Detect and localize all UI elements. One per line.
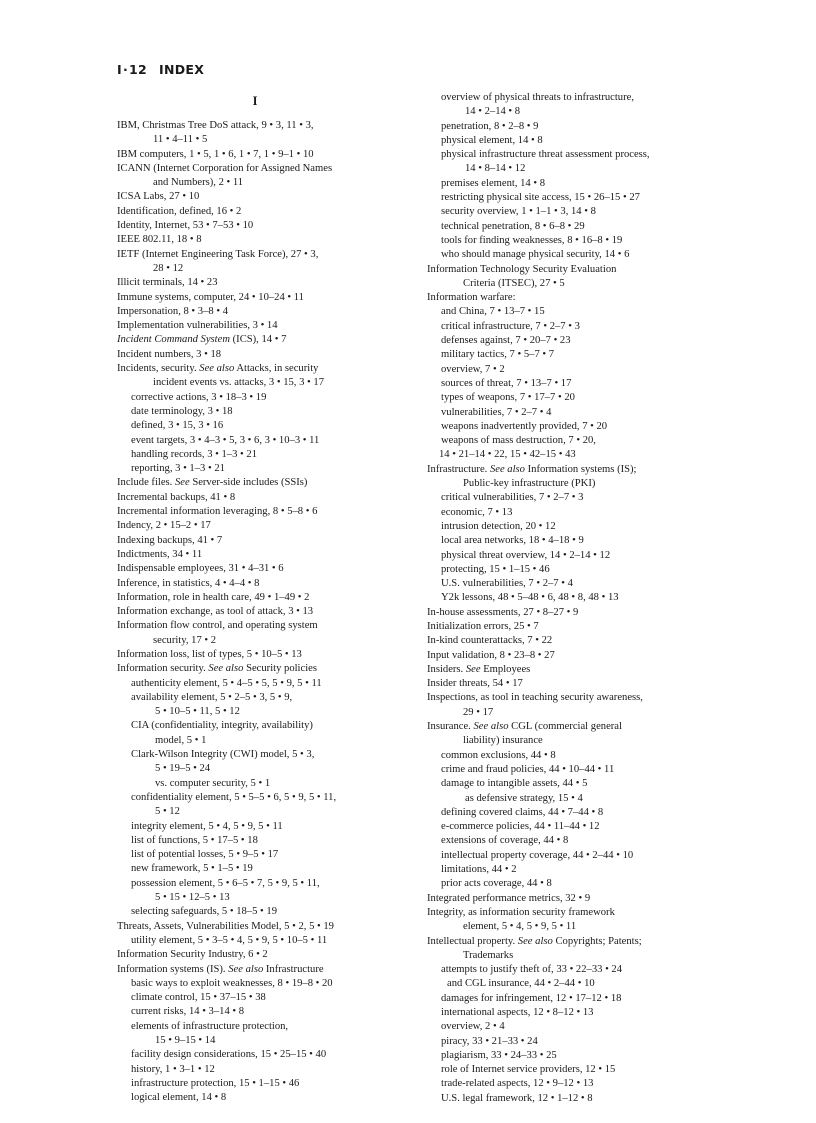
index-entry xyxy=(117,791,399,820)
index-entry xyxy=(427,420,719,434)
index-entry-text: U.S. legal framework, 12 • 1–12 • 8 xyxy=(441,1092,593,1104)
index-entry xyxy=(427,691,719,720)
index-entry xyxy=(427,606,719,620)
index-entry-text: ICANN (Internet Corporation for Assigned Names xyxy=(117,162,333,174)
index-entry-text: Integrated performance metrics, 32 • 9 xyxy=(427,892,591,904)
index-entry xyxy=(117,1063,399,1077)
index-entry xyxy=(427,506,719,520)
index-entry xyxy=(427,749,719,763)
index-entry-text: Information security. See also Security policies xyxy=(117,663,317,675)
index-entry-text: U.S. vulnerabilities, 7 • 2–7 • 4 xyxy=(441,578,573,590)
index-entry xyxy=(427,849,719,863)
index-entry-text: critical vulnerabilities, 7 • 2–7 • 3 xyxy=(441,492,584,504)
index-entry xyxy=(427,649,719,663)
index-entry-text: Inference, in statistics, 4 • 4–4 • 8 xyxy=(117,577,260,589)
index-entry-text: Insider threats, 54 • 17 xyxy=(427,678,523,690)
index-entry xyxy=(427,291,719,305)
index-entry-text: weapons of mass destruction, 7 • 20, xyxy=(441,435,596,447)
index-entry-text: Indictments, 34 • 11 xyxy=(117,548,203,560)
index-entry xyxy=(427,577,719,591)
index-entry-text: trade-related aspects, 12 • 9–12 • 13 xyxy=(441,1078,594,1090)
index-entry-text: possession element, 5 • 6–5 • 7, 5 • 9, 5 • 11, xyxy=(131,877,320,889)
index-entry xyxy=(427,520,719,534)
index-entry xyxy=(427,334,719,348)
index-entry-text: Insiders. See Employees xyxy=(427,663,531,675)
index-entry-text: intellectual property coverage, 44 • 2–44 • 10 xyxy=(441,849,634,861)
index-entry xyxy=(117,534,399,548)
index-entry-text: international aspects, 12 • 8–12 • 13 xyxy=(441,1007,594,1018)
index-entry-text: penetration, 8 • 2–8 • 9 xyxy=(441,120,539,132)
index-entry xyxy=(117,248,399,277)
index-entry-text: physical infrastructure threat assessment process, xyxy=(441,149,650,161)
index-entry-text: Indexing backups, 41 • 7 xyxy=(117,534,223,546)
index-entry-text: types of weapons, 7 • 17–7 • 20 xyxy=(441,392,575,404)
index-entry-text: defining covered claims, 44 • 7–44 • 8 xyxy=(441,806,604,818)
index-entry xyxy=(427,1077,719,1091)
index-entry-continuation: Criteria (ITSEC), 27 • 5 xyxy=(463,277,565,289)
index-entry xyxy=(117,877,399,906)
index-entry xyxy=(427,363,719,377)
index-entry-text: Inspections, as tool in teaching security awareness, xyxy=(427,692,643,704)
index-entry xyxy=(427,992,719,1006)
index-entry-text: Integrity, as information security framework xyxy=(427,906,615,918)
index-entry xyxy=(117,491,399,505)
index-entry-continuation: and Numbers), 2 • 11 xyxy=(153,177,244,189)
index-entry xyxy=(427,1063,719,1077)
index-entry-text: plagiarism, 33 • 24–33 • 25 xyxy=(441,1049,557,1061)
index-entry-text: Intellectual property. See also Copyrights; Patents; xyxy=(427,935,642,947)
index-entry-text: availability element, 5 • 2–5 • 3, 5 • 9, xyxy=(131,691,293,703)
index-entry xyxy=(427,777,719,791)
index-entry-text: role of Internet service providers, 12 • 15 xyxy=(441,1064,616,1076)
index-entry-text: CIA (confidentiality, integrity, availability) xyxy=(131,720,313,732)
index-entry-continuation: 5 • 12 xyxy=(155,806,180,818)
index-entry xyxy=(427,406,719,420)
index-entry-text: Information Security Industry, 6 • 2 xyxy=(117,949,268,961)
index-entry-text: overview of physical threats to infrastructure, xyxy=(441,92,634,103)
index-entry-text: Incident numbers, 3 • 18 xyxy=(117,348,222,360)
index-entry xyxy=(117,820,399,834)
index-entry xyxy=(117,190,399,204)
index-entry xyxy=(117,219,399,233)
index-entry xyxy=(427,134,719,148)
index-entry xyxy=(117,348,399,362)
index-entry-text: sources of threat, 7 • 13–7 • 17 xyxy=(441,377,572,389)
index-entry-text: elements of infrastructure protection, xyxy=(131,1020,289,1032)
index-entry xyxy=(117,333,399,347)
index-entry-text: and China, 7 • 13–7 • 15 xyxy=(441,306,545,318)
index-entry-text: vulnerabilities, 7 • 2–7 • 4 xyxy=(441,406,552,418)
index-entry-text: Incremental backups, 41 • 8 xyxy=(117,491,236,503)
section-letter-heading: I xyxy=(252,94,258,108)
index-entry-text: intrusion detection, 20 • 12 xyxy=(441,520,556,532)
page-section-letter: I xyxy=(117,62,122,77)
index-entry-text: handling records, 3 • 1–3 • 21 xyxy=(131,448,257,460)
index-entry-text: IETF (Internet Engineering Task Force), 27 • 3, xyxy=(117,248,319,260)
index-entry xyxy=(427,834,719,848)
index-entry-text: date terminology, 3 • 18 xyxy=(131,405,233,417)
index-entry-text: confidentiality element, 5 • 5–5 • 6, 5 • 9, 5 • 11, xyxy=(131,791,337,803)
index-entry xyxy=(427,234,719,248)
index-entry xyxy=(427,906,719,935)
index-entry xyxy=(117,991,399,1005)
index-entry xyxy=(427,305,719,319)
index-entry xyxy=(117,1005,399,1019)
index-entry xyxy=(117,391,399,405)
index-entry xyxy=(427,491,719,505)
index-entry-text: Indispensable employees, 31 • 4–31 • 6 xyxy=(117,563,284,575)
index-entry xyxy=(427,463,719,492)
index-entry-text: In-house assessments, 27 • 8–27 • 9 xyxy=(427,606,579,618)
index-entry-continuation: 5 • 10–5 • 11, 5 • 12 xyxy=(155,706,240,718)
index-entry-text: Information flow control, and operating system xyxy=(117,620,318,632)
index-entry xyxy=(117,519,399,533)
index-entry-text: physical threat overview, 14 • 2–14 • 12 xyxy=(441,549,611,561)
index-entry xyxy=(117,677,399,691)
index-entry-text: Incremental information leveraging, 8 • 5–8 • 6 xyxy=(117,506,318,518)
index-entry-text: economic, 7 • 13 xyxy=(441,506,513,518)
index-entry xyxy=(117,963,399,977)
index-entry-text: integrity element, 5 • 4, 5 • 9, 5 • 11 xyxy=(131,820,283,832)
index-entry-text: IEEE 802.11, 18 • 8 xyxy=(117,234,202,246)
index-entry-text: Incidents, security. See also Attacks, in security xyxy=(117,363,319,375)
index-entry xyxy=(427,91,719,120)
index-entry xyxy=(427,148,719,177)
index-entry-text: restricting physical site access, 15 • 26–15 • 27 xyxy=(441,192,640,204)
index-entry xyxy=(117,591,399,605)
index-entry-text: reporting, 3 • 1–3 • 21 xyxy=(131,463,225,475)
index-entry xyxy=(117,834,399,848)
running-head xyxy=(117,62,204,77)
index-entry-continuation: liability) insurance xyxy=(463,735,543,747)
index-entry xyxy=(427,120,719,134)
index-entry xyxy=(427,1006,719,1020)
index-entry xyxy=(117,419,399,433)
index-entry-text: infrastructure protection, 15 • 1–15 • 46 xyxy=(131,1077,300,1089)
index-entry-text: Impersonation, 8 • 3–8 • 4 xyxy=(117,305,228,317)
index-entry-text: vs. computer security, 5 • 1 xyxy=(155,777,271,789)
index-entry xyxy=(427,677,719,691)
index-entry xyxy=(117,119,399,148)
index-entry-text: utility element, 5 • 3–5 • 4, 5 • 9, 5 • 10–5 • 11 xyxy=(131,934,328,946)
index-entry xyxy=(117,905,399,919)
index-entry-text: climate control, 15 • 37–15 • 38 xyxy=(131,992,266,1004)
index-entry-continuation: 29 • 17 xyxy=(463,706,494,718)
index-entry-text: defenses against, 7 • 20–7 • 23 xyxy=(441,335,571,347)
index-entry xyxy=(427,377,719,391)
index-entry-text: protecting, 15 • 1–15 • 46 xyxy=(441,563,550,575)
index-entry xyxy=(427,220,719,234)
index-entry-continuation: Trademarks xyxy=(463,949,514,961)
index-entry-text: Illicit terminals, 14 • 23 xyxy=(117,277,218,289)
index-entry xyxy=(117,548,399,562)
index-entry xyxy=(117,205,399,219)
index-entry-continuation: incident events vs. attacks, 3 • 15, 3 • 17 xyxy=(153,377,325,389)
index-entry xyxy=(427,1020,719,1034)
index-entry-text: Incident Command System (ICS), 14 • 7 xyxy=(117,334,287,346)
index-entry-text: limitations, 44 • 2 xyxy=(441,864,517,876)
index-entry-text: Indency, 2 • 15–2 • 17 xyxy=(117,520,211,532)
index-entry-text: crime and fraud policies, 44 • 10–44 • 11 xyxy=(441,763,615,775)
index-entry xyxy=(117,1048,399,1062)
index-column-left xyxy=(117,119,399,1105)
index-entry-text: damages for infringement, 12 • 17–12 • 18 xyxy=(441,992,622,1004)
index-entry xyxy=(427,892,719,906)
index-entry-text: Clark-Wilson Integrity (CWI) model, 5 • 3, xyxy=(131,749,315,761)
index-entry xyxy=(117,448,399,462)
page-number: 12 xyxy=(129,62,148,77)
index-entry-text: selecting safeguards, 5 • 18–5 • 19 xyxy=(131,906,277,918)
index-entry xyxy=(427,248,719,262)
index-entry-continuation: 14 • 21–14 • 22, 15 • 42–15 • 43 xyxy=(439,449,576,461)
index-entry-text: extensions of coverage, 44 • 8 xyxy=(441,835,569,847)
index-entry xyxy=(117,305,399,319)
index-entry-text: damage to intangible assets, 44 • 5 xyxy=(441,778,588,790)
index-entry xyxy=(117,462,399,476)
index-entry xyxy=(117,691,399,720)
index-entry xyxy=(117,319,399,333)
index-entry xyxy=(427,205,719,219)
index-entry-text: technical penetration, 8 • 6–8 • 29 xyxy=(441,220,585,232)
index-entry xyxy=(117,434,399,448)
index-entry-text: Initialization errors, 25 • 7 xyxy=(427,620,539,632)
index-entry xyxy=(427,391,719,405)
index-entry xyxy=(117,777,399,791)
index-entry-text: In-kind counterattacks, 7 • 22 xyxy=(427,635,553,647)
index-entry-text: overview, 7 • 2 xyxy=(441,363,505,375)
index-entry-text: defined, 3 • 15, 3 • 16 xyxy=(131,420,224,432)
index-entry xyxy=(117,920,399,934)
index-entry-text: Immune systems, computer, 24 • 10–24 • 11 xyxy=(117,291,304,303)
index-entry xyxy=(427,320,719,334)
index-entry-text: tools for finding weaknesses, 8 • 16–8 • 19 xyxy=(441,234,623,246)
index-entry-text: event targets, 3 • 4–3 • 5, 3 • 6, 3 • 10–3 • 11 xyxy=(131,434,320,446)
index-entry-text: prior acts coverage, 44 • 8 xyxy=(441,878,552,890)
index-entry xyxy=(427,549,719,563)
index-entry xyxy=(427,591,719,605)
index-entry xyxy=(117,748,399,777)
index-entry xyxy=(427,863,719,877)
page-number-separator: · xyxy=(122,62,129,77)
index-entry xyxy=(117,577,399,591)
index-entry xyxy=(117,977,399,991)
index-entry-text: as defensive strategy, 15 • 4 xyxy=(465,792,583,804)
index-entry-text: overview, 2 • 4 xyxy=(441,1021,505,1033)
index-entry xyxy=(427,191,719,205)
index-entry xyxy=(427,806,719,820)
index-entry xyxy=(117,162,399,191)
index-entry-text: Y2k lessons, 48 • 5–48 • 6, 48 • 8, 48 • 13 xyxy=(441,592,619,604)
index-entry xyxy=(117,291,399,305)
index-entry-text: military tactics, 7 • 5–7 • 7 xyxy=(441,349,555,361)
index-entry-continuation: element, 5 • 4, 5 • 9, 5 • 11 xyxy=(463,921,577,933)
index-entry xyxy=(427,348,719,362)
index-entry-text: ICSA Labs, 27 • 10 xyxy=(117,191,200,203)
index-entry xyxy=(427,720,719,749)
index-entry xyxy=(117,648,399,662)
index-entry xyxy=(117,476,399,490)
index-entry xyxy=(117,605,399,619)
index-entry-text: basic ways to exploit weaknesses, 8 • 19–8 • 20 xyxy=(131,977,333,989)
index-entry-text: Include files. See Server-side includes (SSIs) xyxy=(117,477,308,489)
index-entry-text: Insurance. See also CGL (commercial general xyxy=(427,721,622,733)
index-entry xyxy=(117,948,399,962)
index-entry-text: weapons inadvertently provided, 7 • 20 xyxy=(441,420,608,432)
index-entry xyxy=(427,820,719,834)
index-entry-text: attempts to justify theft of, 33 • 22–33 • 24 xyxy=(441,964,623,976)
index-entry-continuation: 14 • 8–14 • 12 xyxy=(465,163,526,175)
index-entry xyxy=(427,620,719,634)
index-entry xyxy=(117,848,399,862)
index-entry xyxy=(427,263,719,292)
index-entry xyxy=(117,862,399,876)
index-entry-text: Information, role in health care, 49 • 1–49 • 2 xyxy=(117,591,310,603)
index-entry-text: Information Technology Security Evaluation xyxy=(427,263,617,275)
index-entry xyxy=(117,662,399,676)
index-entry-text: Information warfare: xyxy=(427,292,516,304)
index-entry xyxy=(117,233,399,247)
index-entry-continuation: Public-key infrastructure (PKI) xyxy=(463,478,596,490)
index-entry-text: Information loss, list of types, 5 • 10–5 • 13 xyxy=(117,648,302,660)
index-entry xyxy=(117,562,399,576)
index-entry-text: corrective actions, 3 • 18–3 • 19 xyxy=(131,391,267,403)
index-entry xyxy=(427,1035,719,1049)
index-entry-text: physical element, 14 • 8 xyxy=(441,134,543,146)
index-entry xyxy=(427,763,719,777)
index-entry xyxy=(427,935,719,964)
index-entry xyxy=(117,1077,399,1091)
index-entry-text: piracy, 33 • 21–33 • 24 xyxy=(441,1035,538,1047)
index-entry-continuation: 15 • 9–15 • 14 xyxy=(155,1035,216,1046)
index-entry xyxy=(117,362,399,391)
index-entry-text: Input validation, 8 • 23–8 • 27 xyxy=(427,649,555,661)
index-entry-text: Infrastructure. See also Information systems (IS); xyxy=(427,463,637,475)
index-entry xyxy=(427,177,719,191)
index-entry-text: Identification, defined, 16 • 2 xyxy=(117,205,242,217)
index-entry xyxy=(427,1049,719,1063)
index-entry-text: critical infrastructure, 7 • 2–7 • 3 xyxy=(441,320,580,332)
index-entry xyxy=(117,148,399,162)
index-entry xyxy=(117,1020,399,1049)
index-entry-continuation: 14 • 2–14 • 8 xyxy=(465,106,521,118)
index-entry-text: logical element, 14 • 8 xyxy=(131,1092,227,1104)
index-entry xyxy=(427,634,719,648)
index-entry-text: IBM, Christmas Tree DoS attack, 9 • 3, 11 • 3, xyxy=(117,120,314,131)
index-entry xyxy=(117,405,399,419)
index-entry xyxy=(117,719,399,748)
index-entry-text: IBM computers, 1 • 5, 1 • 6, 1 • 7, 1 • 9–1 • 10 xyxy=(117,148,314,160)
index-entry xyxy=(427,534,719,548)
index-entry xyxy=(427,434,719,463)
page-title: INDEX xyxy=(159,62,205,77)
index-entry xyxy=(427,563,719,577)
index-entry xyxy=(117,505,399,519)
index-entry xyxy=(427,877,719,891)
index-entry-text: premises element, 14 • 8 xyxy=(441,177,546,189)
index-entry-text: Information exchange, as tool of attack, 3 • 13 xyxy=(117,606,314,618)
index-entry xyxy=(117,619,399,648)
index-entry-text: e-commerce policies, 44 • 11–44 • 12 xyxy=(441,821,600,833)
index-entry-text: Implementation vulnerabilities, 3 • 14 xyxy=(117,320,278,332)
index-entry xyxy=(117,1091,399,1105)
index-entry-text: facility design considerations, 15 • 25–15 • 40 xyxy=(131,1049,327,1061)
index-entry-text: authenticity element, 5 • 4–5 • 5, 5 • 9, 5 • 11 xyxy=(131,677,322,689)
index-entry-text: security overview, 1 • 1–1 • 3, 14 • 8 xyxy=(441,206,596,218)
index-entry xyxy=(427,1092,719,1106)
index-entry-continuation: 28 • 12 xyxy=(153,262,184,274)
index-entry-text: list of potential losses, 5 • 9–5 • 17 xyxy=(131,849,279,861)
index-entry-text: who should manage physical security, 14 • 6 xyxy=(441,249,630,261)
index-entry-text: Information systems (IS). See also Infrastructure xyxy=(117,963,324,975)
index-entry-text: history, 1 • 3–1 • 12 xyxy=(131,1063,215,1075)
index-entry-text: current risks, 14 • 3–14 • 8 xyxy=(131,1006,245,1018)
index-entry xyxy=(117,934,399,948)
index-entry-continuation: and CGL insurance, 44 • 2–44 • 10 xyxy=(447,978,595,990)
index-entry-continuation: model, 5 • 1 xyxy=(155,734,207,746)
index-entry xyxy=(427,963,719,992)
index-entry-continuation: 5 • 15 • 12–5 • 13 xyxy=(155,892,230,904)
index-entry-text: local area networks, 18 • 4–18 • 9 xyxy=(441,535,584,547)
index-entry-continuation: security, 17 • 2 xyxy=(153,634,217,646)
index-entry xyxy=(117,276,399,290)
index-entry-text: common exclusions, 44 • 8 xyxy=(441,749,556,761)
index-entry-text: list of functions, 5 • 17–5 • 18 xyxy=(131,834,258,846)
index-entry-text: Threats, Assets, Vulnerabilities Model, 5 • 2, 5 • 19 xyxy=(117,920,334,932)
index-column-right xyxy=(427,91,719,1106)
index-entry-text: new framework, 5 • 1–5 • 19 xyxy=(131,863,253,875)
index-entry xyxy=(427,663,719,677)
index-entry xyxy=(427,792,719,806)
index-entry-text: Identity, Internet, 53 • 7–53 • 10 xyxy=(117,220,254,232)
index-entry-continuation: 5 • 19–5 • 24 xyxy=(155,763,211,775)
index-entry-continuation: 11 • 4–11 • 5 xyxy=(153,134,208,146)
